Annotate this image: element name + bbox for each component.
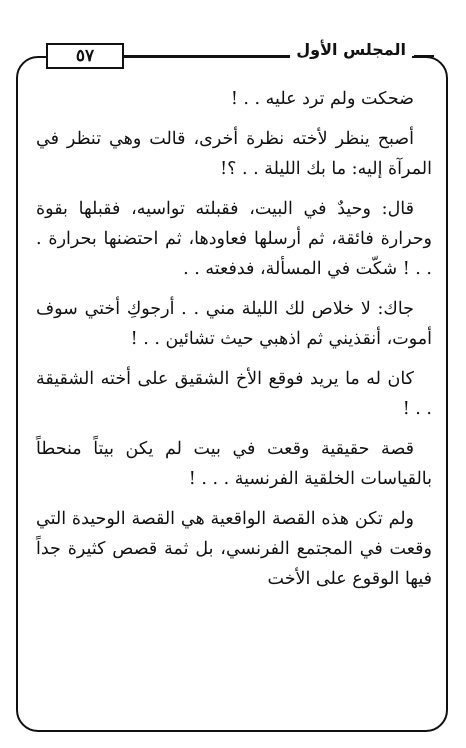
paragraph: قصة حقيقية وقعت في بيت لم يكن بيتاً منحطاً بالقياسات الخلقية الفرنسية . . . !	[36, 439, 432, 489]
chapter-title: المجلس الأول	[290, 40, 412, 59]
paragraph: جاك: لا خلاص لك الليلة مني . . أرجوكِ أختي سوف أموت، أنقذيني ثم اذهبي حيث تشائين . . !	[36, 299, 432, 349]
paragraph: أصبح ينظر لأخته نظرة أخرى، قالت وهي تنظر في المرآة إليه: ما بك الليلة . . ؟!	[36, 129, 432, 179]
page-number: ٥٧	[46, 43, 124, 69]
page-body	[36, 84, 432, 594]
paragraph: ضحكت ولم ترد عليه . . !	[230, 89, 414, 109]
paragraph: قال: وحيدٌ في البيت، فقبلته تواسيه، فقبلها بقوة وحرارة فائقة، ثم أرسلها فعاودها، ثم احتضنها بحرارة . . . ! شكّت في المسألة، فدفعته . .	[36, 199, 432, 279]
paragraph: كان له ما يريد فوقع الأخ الشقيق على أخته الشقيقة . . !	[36, 369, 432, 419]
header-rule-left	[124, 55, 294, 57]
paragraph: ولم تكن هذه القصة الواقعية هي القصة الوحيدة التي وقعت في المجتمع الفرنسي، بل ثمة قصص كثيرة جداً فيها الوقوع على الأخت	[36, 509, 432, 589]
header-rule-right	[414, 55, 434, 57]
